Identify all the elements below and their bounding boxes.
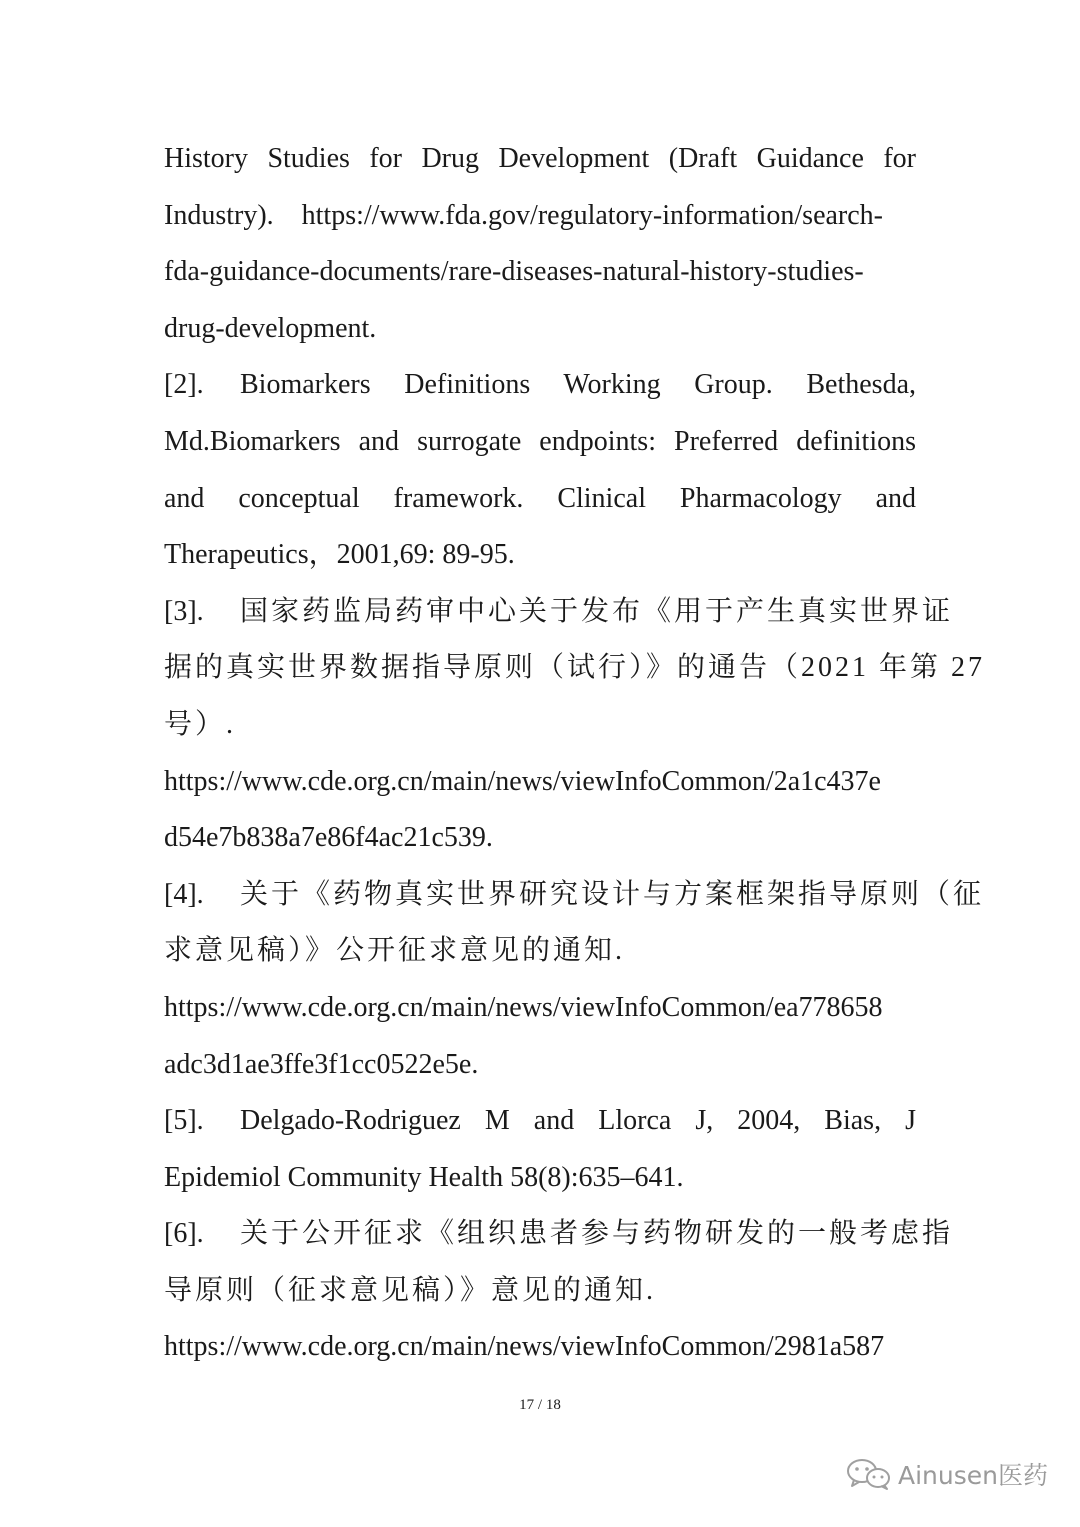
reference-5-number: [5]. — [164, 1105, 204, 1137]
reference-5-text-1: Delgado-Rodriguez M and Llorca J, 2004, Bias, J — [240, 1105, 916, 1137]
reference-3-number: [3]. — [164, 595, 204, 627]
reference-6-text-1: 关于公开征求《组织患者参与药物研发的一般考虑指 — [240, 1218, 954, 1250]
reference-2-line-2: Md.Biomarkers and surrogate endpoints: Preferred definitions — [164, 425, 916, 457]
reference-5-line-2: Epidemiol Community Health 58(8):635–641. — [164, 1161, 684, 1193]
reference-list — [164, 131, 986, 1376]
reference-3-line-1 — [164, 584, 954, 641]
reference-4-link-line-1: https://www.cde.org.cn/main/news/viewInfoCommon/ea778658 — [164, 991, 883, 1023]
reference-4-number: [4]. — [164, 878, 204, 910]
reference-3-link-line-2: d54e7b838a7e86f4ac21c539. — [164, 822, 493, 854]
reference-4-text-1: 关于《药物真实世界研究设计与方案框架指导原则（征 — [240, 878, 985, 910]
reference-1-line-3: fda-guidance-documents/rare-diseases-natural-history-studies- — [164, 256, 864, 288]
reference-4-line-2: 求意见稿）》公开征求意见的通知. — [164, 935, 626, 967]
reference-5-line-1 — [164, 1093, 916, 1150]
reference-4-line-1 — [164, 867, 985, 924]
reference-3-line-2: 据的真实世界数据指导原则（试行）》的通告（2021 年第 27 — [164, 652, 986, 684]
reference-2-text-1: Biomarkers Definitions Working Group. Bethesda, — [240, 369, 916, 401]
reference-1-line-1: History Studies for Drug Development (Draft Guidance for — [164, 143, 916, 174]
reference-2-line-4: Therapeutics，2001,69: 89-95. — [164, 539, 515, 571]
reference-3-text-1: 国家药监局药审中心关于发布《用于产生真实世界证 — [240, 595, 954, 627]
reference-3-line-3: 号）. — [164, 708, 237, 740]
reference-6-line-2: 导原则（征求意见稿）》意见的通知. — [164, 1274, 657, 1306]
reference-6-number: [6]. — [164, 1218, 204, 1250]
reference-6-line-1 — [164, 1206, 954, 1263]
reference-4-link-line-2: adc3d1ae3ffe3f1cc0522e5e. — [164, 1048, 479, 1080]
wechat-icon — [846, 1458, 892, 1490]
watermark-text: Ainusen医药 — [898, 1461, 1048, 1490]
page-number: 17 / 18 — [519, 1397, 561, 1413]
reference-2-line-1 — [164, 357, 916, 414]
watermark — [846, 1456, 1048, 1492]
reference-3-link-line-1: https://www.cde.org.cn/main/news/viewInfoCommon/2a1c437e — [164, 765, 881, 797]
reference-2-line-3: and conceptual framework. Clinical Pharmacology and — [164, 482, 916, 514]
reference-2-number: [2]. — [164, 369, 204, 401]
reference-1-line-4: drug-development. — [164, 312, 377, 344]
reference-6-link-line-1: https://www.cde.org.cn/main/news/viewInfoCommon/2981a587 — [164, 1331, 885, 1363]
reference-1-line-2: Industry). https://www.fda.gov/regulatory-information/search- — [164, 199, 884, 231]
